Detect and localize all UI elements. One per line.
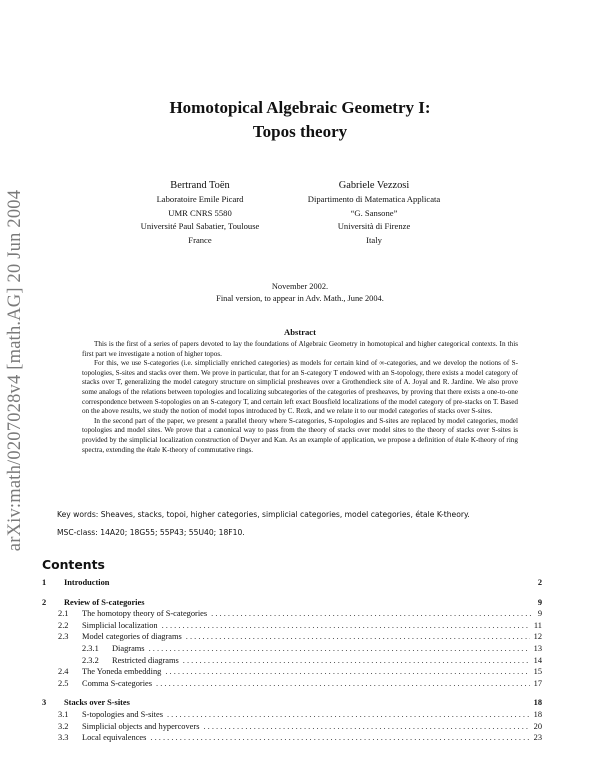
toc-entry-number: 1 [42,578,47,587]
toc-entry-number: 2.1 [58,609,69,619]
toc-entry-page: 17 [533,678,542,688]
toc-entry[interactable] [42,598,542,610]
toc-entry-number: 3.2 [58,721,69,731]
abstract-paragraph: This is the first of a series of papers devoted to lay the foundations of Algebraic Geometry in homotopical and higher categorical contexts. In this first part we investigate a notion of higher topos. [82,340,518,358]
paper-title [0,96,600,144]
toc-entry-title: Simplicial localization [82,620,158,630]
toc-leader-dots [165,667,529,676]
toc-entry[interactable] [42,632,542,644]
author-affiliation-line: UMR CNRS 5580 [168,207,232,218]
author-affiliation-line: Università di Firenze [337,221,411,232]
abstract-body [82,340,518,455]
toc-leader-dots [156,679,530,688]
toc-entry-title: S-topologies and S-sites [82,709,163,719]
toc-entry-page: 18 [533,698,542,708]
toc-entry-page: 9 [537,597,542,607]
toc-entry-title: Comma S-categories [82,678,153,688]
title-line-1: Homotopical Algebraic Geometry I: [169,98,431,117]
author-affiliation-line: “G. Sansone” [350,207,398,218]
toc-entry-page: 12 [533,632,542,642]
author-name: Bertrand Toën [170,180,230,191]
toc-entry-number: 2 [42,597,47,607]
toc-entry-page: 2 [537,578,542,587]
toc-entry-number: 2.3.2 [82,655,99,665]
toc-leader-dots [186,632,530,641]
toc-entry-title: Model categories of diagrams [82,632,182,642]
author-affiliation-line: France [188,234,212,245]
toc-entry-title: Diagrams [112,643,145,653]
author-name: Gabriele Vezzosi [338,180,410,191]
toc-entry[interactable] [42,578,542,590]
toc-entry[interactable] [42,656,542,668]
toc-entry-number: 3.1 [58,709,69,719]
abstract-heading: Abstract [284,327,316,337]
toc-entry-number: 3.3 [58,733,69,743]
toc-entry[interactable] [42,733,542,745]
toc-entry-title: Restricted diagrams [112,655,179,665]
arxiv-stamp [2,160,30,580]
abstract-paragraph: In the second part of the paper, we present a parallel theory where S-categories, S-topologies and S-sites are replaced by model categories, model topologies and model sites. We prove that a canonical way to pass from the theory of stacks over model sites to the theory of stacks over S-sites is provided by the simplicial localization construction of Dwyer and Kan. As an example of application, we propose a definition of étale K-theory of ring spectra, extending the étale K-theory of commutative rings. [82,416,518,454]
toc-entry-title: Introduction [64,578,110,587]
toc-entry[interactable] [42,644,542,656]
toc-entry-title: Local equivalences [82,733,147,743]
toc-leader-dots [211,609,534,618]
date-line: November 2002. [271,282,329,291]
abstract-paragraph: For this, we use S-categories (i.e. simplicially enriched categories) as models for certain kind of ∞-categories, and we develop the notions of S-topologies, S-sites and stacks over them. We prove in particular, that for an S-category T endowed with an S-topology, there exists a model category of stacks over T, generalizing the model category structure on simplicial presheaves over a Grothendieck site of A. Joyal and R. Jardine. We also prove some analogs of the relations between topologies and localizing subcategories of the categories of presheaves, by proving that there exists a one-to-one correspondence between S-topologies on an S-category T, and certain left exact Bousfield localizations of the model category of pre-stacks on T. Based on the above results, we study the notion of model topos introduced by C. Rezk, and we relate it to our model categories of stacks over S-sites. [82,359,518,416]
toc-leader-dots [183,656,530,665]
author-vezzosi [296,178,452,247]
toc-entry-number: 2.4 [58,667,69,677]
toc-entry-number: 2.3 [58,632,69,642]
author-affiliation-line: Laboratoire Emile Picard [156,194,244,204]
toc-entry-page: 14 [533,655,542,665]
toc-entry[interactable] [42,722,542,734]
toc-entry-title: Simplicial objects and hypercovers [82,721,200,731]
toc-entry[interactable] [42,710,542,722]
toc-entry-page: 23 [533,733,542,743]
toc-entry-page: 13 [533,643,542,653]
author-affiliation-line: Université Paul Sabatier, Toulouse [140,221,260,232]
toc-entry[interactable] [42,679,542,691]
table-of-contents [42,578,542,745]
author-toen [120,178,280,247]
author-affiliation-line: Dipartimento di Matematica Applicata [307,194,441,204]
toc-entry-number: 2.2 [58,620,69,630]
date-block [0,281,600,306]
toc-entry[interactable] [42,621,542,633]
arxiv-stamp-text: arXiv:math/0207028v4 [math.AG] 20 Jun 2004 [5,189,26,551]
toc-entry-page: 9 [537,609,542,619]
title-line-2: Topos theory [252,122,348,141]
author-affiliation-line: Italy [366,234,382,245]
toc-entry-page: 20 [533,721,542,731]
toc-entry[interactable] [42,609,542,621]
toc-entry-page: 18 [533,709,542,719]
toc-leader-dots [149,644,530,653]
toc-entry-title: Review of S-categories [64,597,145,607]
toc-leader-dots [150,733,529,742]
toc-leader-dots [203,722,529,731]
toc-entry[interactable] [42,667,542,679]
toc-entry-title: Stacks over S-sites [64,698,130,708]
toc-leader-dots [162,621,530,630]
toc-entry-title: The homotopy theory of S-categories [82,609,208,619]
toc-entry-number: 2.5 [58,678,69,688]
toc-entry-number: 3 [42,698,47,708]
toc-entry-page: 15 [533,667,542,677]
keywords: Key words: Sheaves, stacks, topoi, higher categories, simplicial categories, model categories, étale K-theory. [57,510,470,519]
toc-entry-page: 11 [533,620,542,630]
toc-leader-dots [167,710,530,719]
toc-entry-title: The Yoneda embedding [82,667,162,677]
contents-heading: Contents [42,557,105,572]
toc-entry-number: 2.3.1 [82,643,99,653]
msc-class: MSC-class: 14A20; 18G55; 55P43; 55U40; 18F10. [57,528,245,537]
final-version-line: Final version, to appear in Adv. Math., June 2004. [216,294,384,304]
toc-entry[interactable] [42,698,542,710]
